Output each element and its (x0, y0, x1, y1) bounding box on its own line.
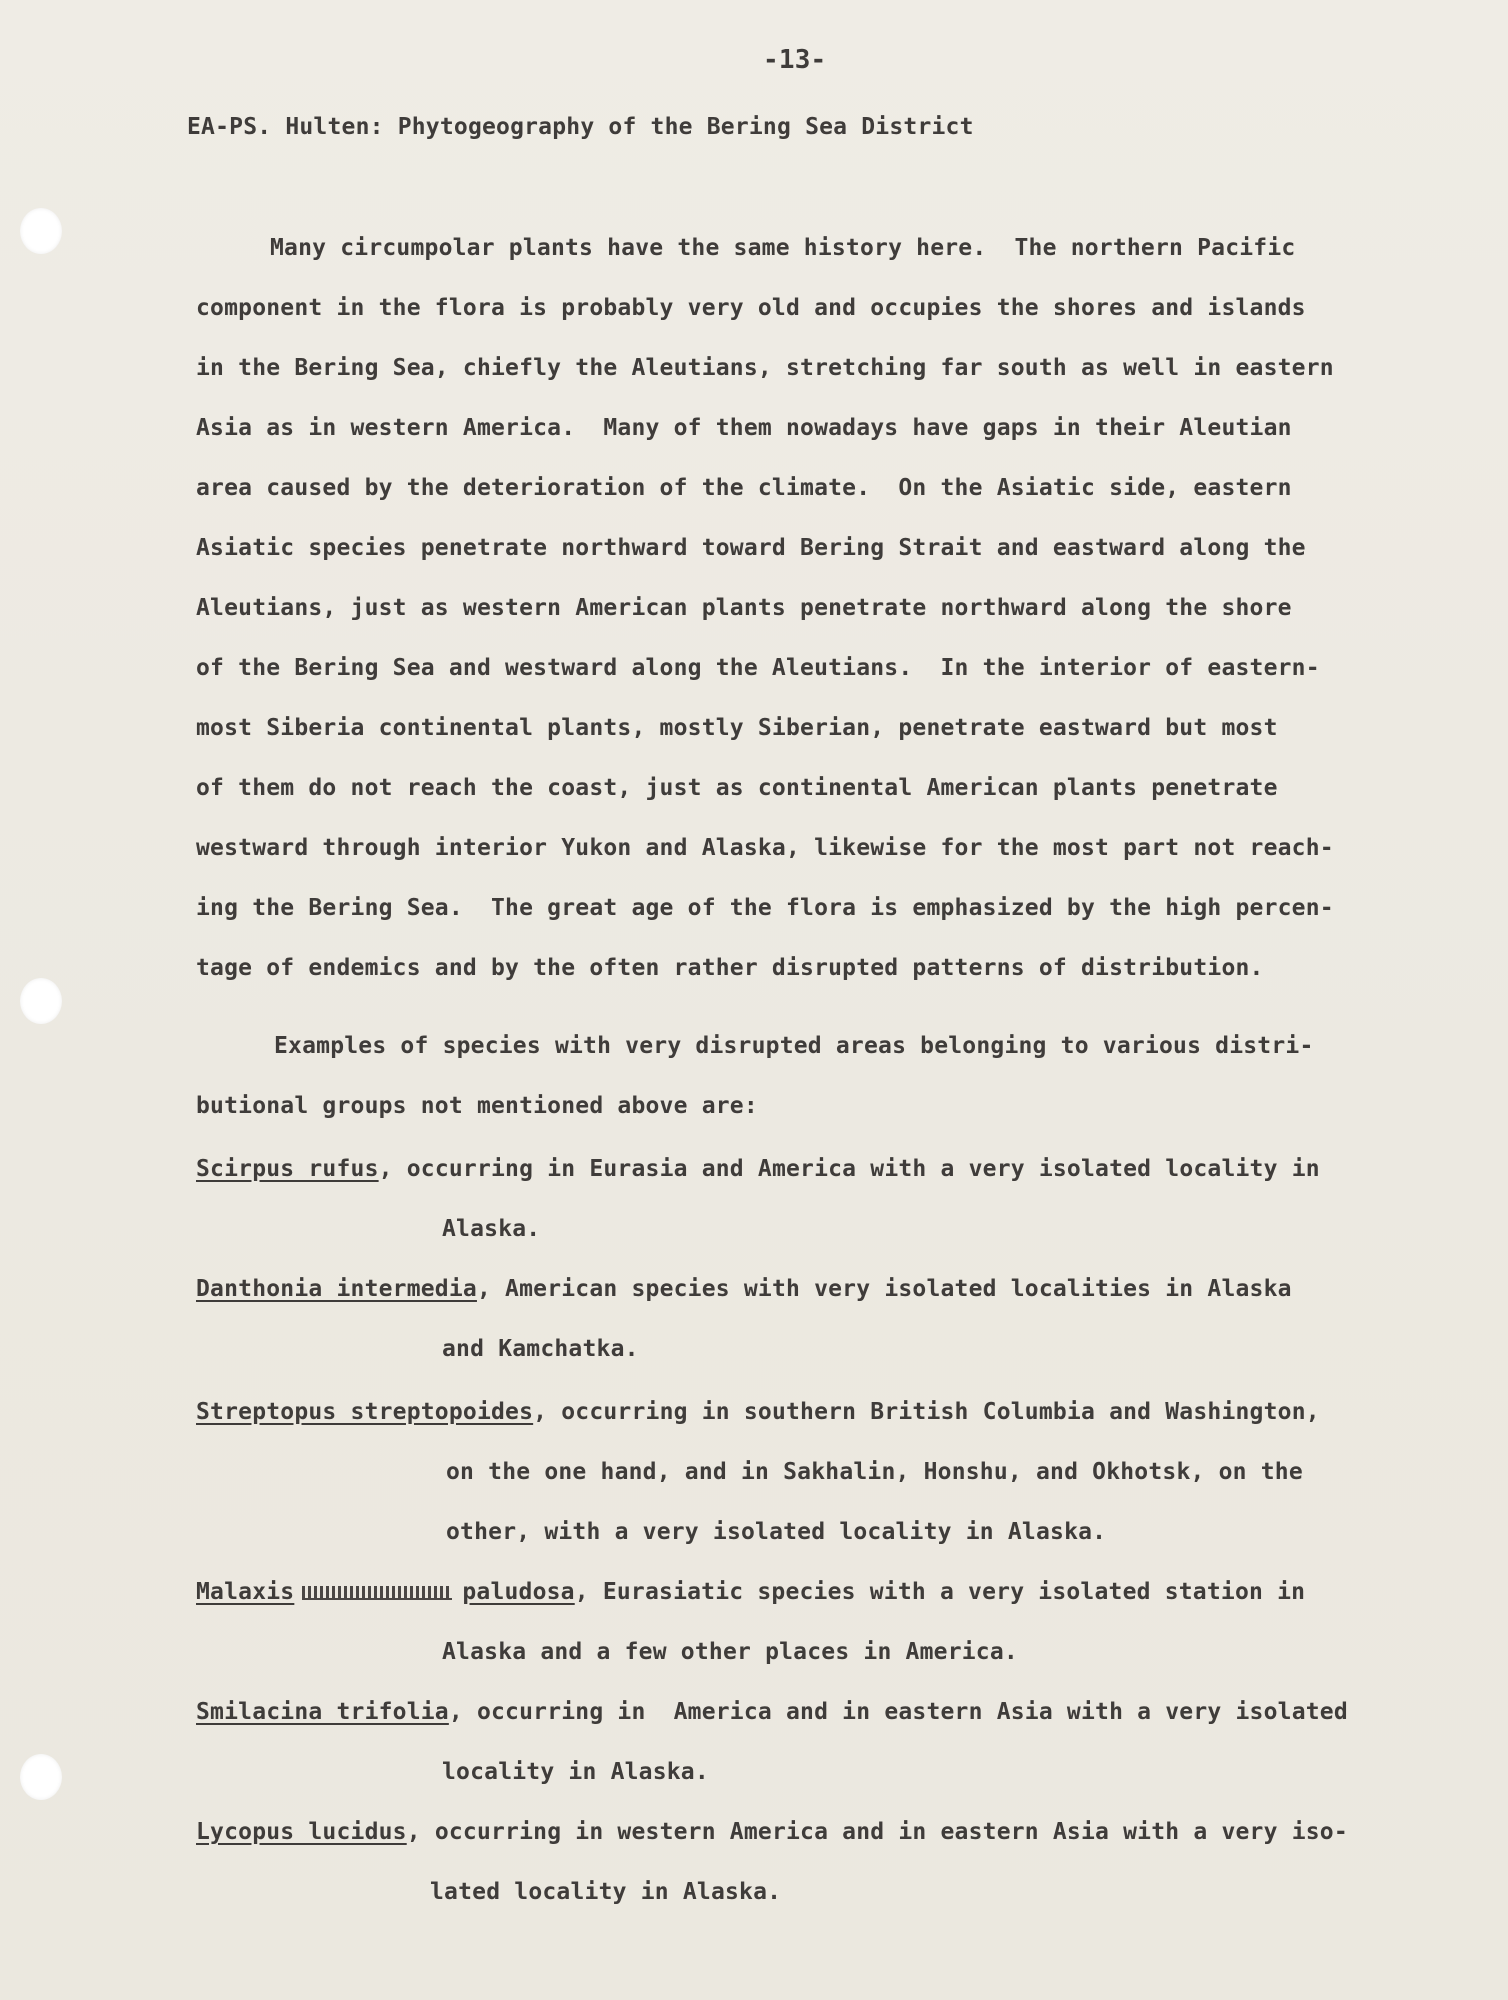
species-entry-scirpus (196, 1154, 1320, 1184)
species-entry-smilacina (196, 1697, 1348, 1727)
species-entry-lycopus (196, 1817, 1348, 1847)
species-entry-malaxis (196, 1577, 1305, 1607)
body-line: Examples of species with very disrupted areas belonging to various distri- (274, 1033, 1314, 1059)
body-line: in the Bering Sea, chiefly the Aleutians, stretching far south as well in eastern (196, 355, 1334, 381)
body-line: tage of endemics and by the often rather disrupted patterns of distribution. (196, 955, 1264, 981)
species-description: , Eurasiatic species with a very isolated station in (574, 1579, 1306, 1605)
punch-hole (20, 1754, 62, 1800)
species-continuation: on the one hand, and in Sakhalin, Honshu, and Okhotsk, on the (446, 1459, 1303, 1485)
body-line: of the Bering Sea and westward along the Aleutians. In the interior of eastern- (196, 655, 1320, 681)
species-description: , occurring in southern British Columbia and Washington, (533, 1399, 1320, 1425)
species-entry-danthonia (196, 1274, 1292, 1304)
species-continuation: lated locality in Alaska. (430, 1879, 782, 1905)
species-name: Scirpus rufus (196, 1156, 379, 1182)
document-header: EA-PS. Hulten: Phytogeography of the Bering Sea District (187, 114, 974, 140)
body-line: most Siberia continental plants, mostly Siberian, penetrate eastward but most (196, 715, 1278, 741)
body-line: westward through interior Yukon and Alaska, likewise for the most part not reach- (196, 835, 1334, 861)
species-name: Lycopus lucidus (196, 1819, 407, 1845)
species-continuation: Alaska and a few other places in America. (442, 1639, 1018, 1665)
body-line: ing the Bering Sea. The great age of the flora is emphasized by the high percen- (196, 895, 1334, 921)
species-description: , occurring in western America and in eastern Asia with a very iso- (406, 1819, 1348, 1845)
species-continuation: Alaska. (442, 1216, 541, 1242)
body-line: Asiatic species penetrate northward toward Bering Strait and eastward along the (196, 535, 1306, 561)
body-line: Aleutians, just as western American plants penetrate northward along the shore (196, 595, 1292, 621)
punch-hole (20, 208, 62, 254)
page-number: -13- (763, 45, 827, 75)
body-line: butional groups not mentioned above are: (196, 1093, 758, 1119)
punch-hole (20, 978, 62, 1024)
species-description: , occurring in Eurasia and America with a very isolated locality in (378, 1156, 1320, 1182)
species-name: Smilacina trifolia (196, 1699, 449, 1725)
species-name: Danthonia intermedia (196, 1276, 477, 1302)
body-line: Many circumpolar plants have the same history here. The northern Pacific (270, 235, 1296, 261)
species-description: , American species with very isolated localities in Alaska (476, 1276, 1292, 1302)
species-description: , occurring in America and in eastern Asia with a very isolated (448, 1699, 1348, 1725)
species-continuation: other, with a very isolated locality in Alaska. (446, 1519, 1107, 1545)
struck-out-word (302, 1586, 452, 1600)
body-line: component in the flora is probably very old and occupies the shores and islands (196, 295, 1306, 321)
species-continuation: locality in Alaska. (442, 1759, 709, 1785)
species-name: Malaxis (196, 1579, 295, 1605)
species-continuation: and Kamchatka. (442, 1336, 639, 1362)
body-line: area caused by the deterioration of the climate. On the Asiatic side, eastern (196, 475, 1292, 501)
body-line: Asia as in western America. Many of them nowadays have gaps in their Aleutian (196, 415, 1292, 441)
species-name: Streptopus streptopoides (196, 1399, 534, 1425)
species-name: paludosa (462, 1579, 575, 1605)
body-line: of them do not reach the coast, just as continental American plants penetrate (196, 775, 1278, 801)
species-entry-streptopus (196, 1397, 1320, 1427)
